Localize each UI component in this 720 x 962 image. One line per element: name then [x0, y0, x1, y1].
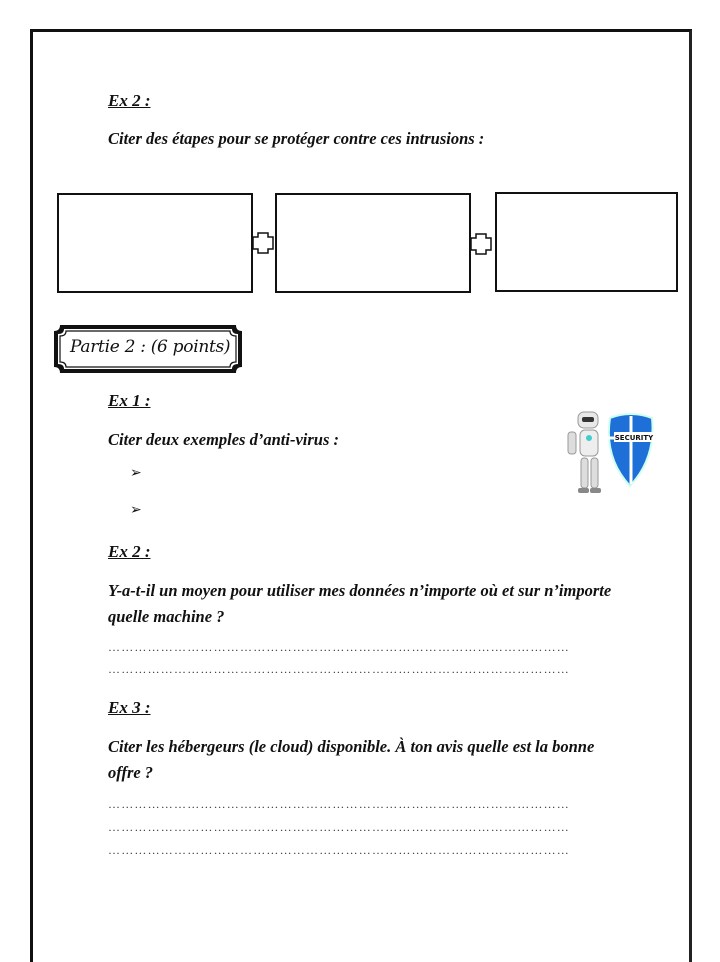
step-box-1[interactable]: [57, 193, 253, 293]
ex2b-question: Y-a-t-il un moyen pour utiliser mes données n’importe où et sur n’importe quelle machine ?: [108, 581, 612, 626]
ex1-heading: Ex 1 :: [108, 391, 151, 410]
ex3-question: Citer les hébergeurs (le cloud) disponible. À ton avis quelle est la bonne offre ?: [108, 737, 595, 782]
bullet-arrow-icon: ➢: [130, 503, 142, 518]
step-box-3[interactable]: [495, 192, 678, 292]
ex2b-heading: Ex 2 :: [108, 542, 151, 561]
ex2-question: Citer des étapes pour se protéger contre ces intrusions :: [108, 129, 485, 148]
partie-2-title: Partie 2 : (6 points): [70, 337, 231, 357]
answer-line[interactable]: ……………………………………………………………………………………………: [108, 640, 570, 654]
ex2-heading: Ex 2 :: [108, 91, 151, 110]
security-robot-shield-icon: [560, 408, 660, 498]
answer-line[interactable]: ……………………………………………………………………………………………: [108, 662, 570, 676]
ex1-question: Citer deux exemples d’anti-virus :: [108, 430, 339, 449]
bullet-arrow-icon: ➢: [130, 466, 142, 481]
answer-line[interactable]: ……………………………………………………………………………………………: [108, 797, 570, 811]
step-box-2[interactable]: [275, 193, 471, 293]
connector-2-icon: [470, 233, 492, 255]
answer-line[interactable]: ……………………………………………………………………………………………: [108, 843, 570, 857]
ex3-heading: Ex 3 :: [108, 698, 151, 717]
connector-1-icon: [252, 232, 274, 254]
answer-line[interactable]: ……………………………………………………………………………………………: [108, 820, 570, 834]
security-label: SECURITY: [614, 434, 654, 442]
